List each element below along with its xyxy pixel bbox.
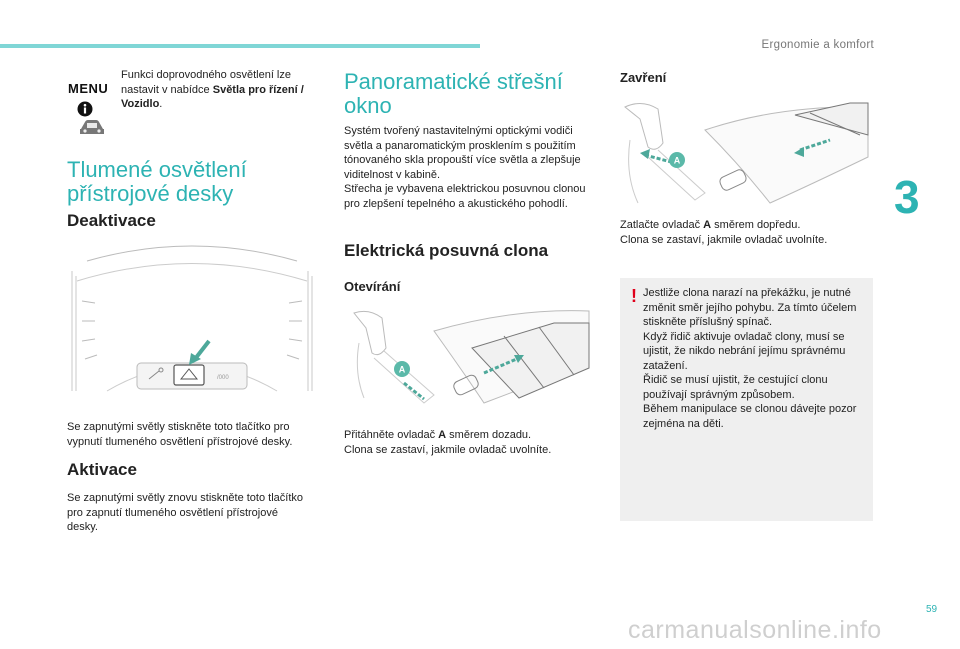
opening-heading: Otevírání [344,279,401,294]
opening-figure [344,303,598,413]
deactivation-heading: Deaktivace [67,211,156,230]
closing-text: Zatlačte ovladač A směrem dopředu. Clona se zastaví, jakmile ovladač uvolníte. [620,219,828,246]
dashboard-figure [67,241,317,401]
deactivation-text: Se zapnutými světly stiskněte toto tlačítko pro vypnutí tlumeného osvětlení přístrojové desky. [67,421,293,448]
menu-note-text: Funkci doprovodného osvětlení lze nastavit v nabídce Světla pro řízení / Vozidlo. [121,69,304,110]
svg-text:/000: /000 [217,375,229,381]
dimmed-title: Tlumené osvětlení přístrojové desky [67,157,247,206]
car-icon [77,117,107,142]
chapter-number: 3 [894,171,920,223]
activation-heading: Aktivace [67,460,137,479]
callout-a-closing: A [673,155,681,166]
activation-text: Se zapnutými světly znovu stiskněte toto tlačítko pro zapnutí tlumeného osvětlení přístrojové desky. [67,492,304,533]
closing-heading: Zavření [620,70,667,85]
page-number: 59 [926,604,938,615]
warning-text: Jestliže clona narazí na překážku, je nutné změnit směr jejího pohybu. Za tímto účelem stiskněte příslušný spínač. Když řidič aktivuje ovladač clony, musí se ujistit, že nikdo nebrání jejímu správnému zatažení. Řidič se musí ujistit, že cestující clonu používají správným způsobem. Během manipulace se clonou dávejte pozor zejména na děti. [643,287,857,430]
menu-label: MENU [68,81,109,96]
blind-heading: Elektrická posuvná clona [344,241,549,260]
section-header: Ergonomie a komfort [761,39,874,51]
opening-text: Přitáhněte ovladač A směrem dozadu. Clona se zastaví, jakmile ovladač uvolníte. [344,429,552,456]
callout-a-opening: A [398,364,406,375]
warning-icon: ! [631,286,637,306]
watermark: carmanualsonline.info [628,616,882,644]
roof-intro: Systém tvořený nastavitelnými optickými vodiči světla a panaromatickým prosklením s použitím tónovaného skla propouští více světla a zlepšuje viditelnost v kabině. Střecha je vybavena elektrickou posuvnou clonou pro zlepšení tepelného a akustického pohodlí. [344,125,586,210]
closing-figure [620,95,873,207]
top-accent-bar [0,44,480,48]
roof-title: Panoramatické střešní okno [344,69,563,118]
